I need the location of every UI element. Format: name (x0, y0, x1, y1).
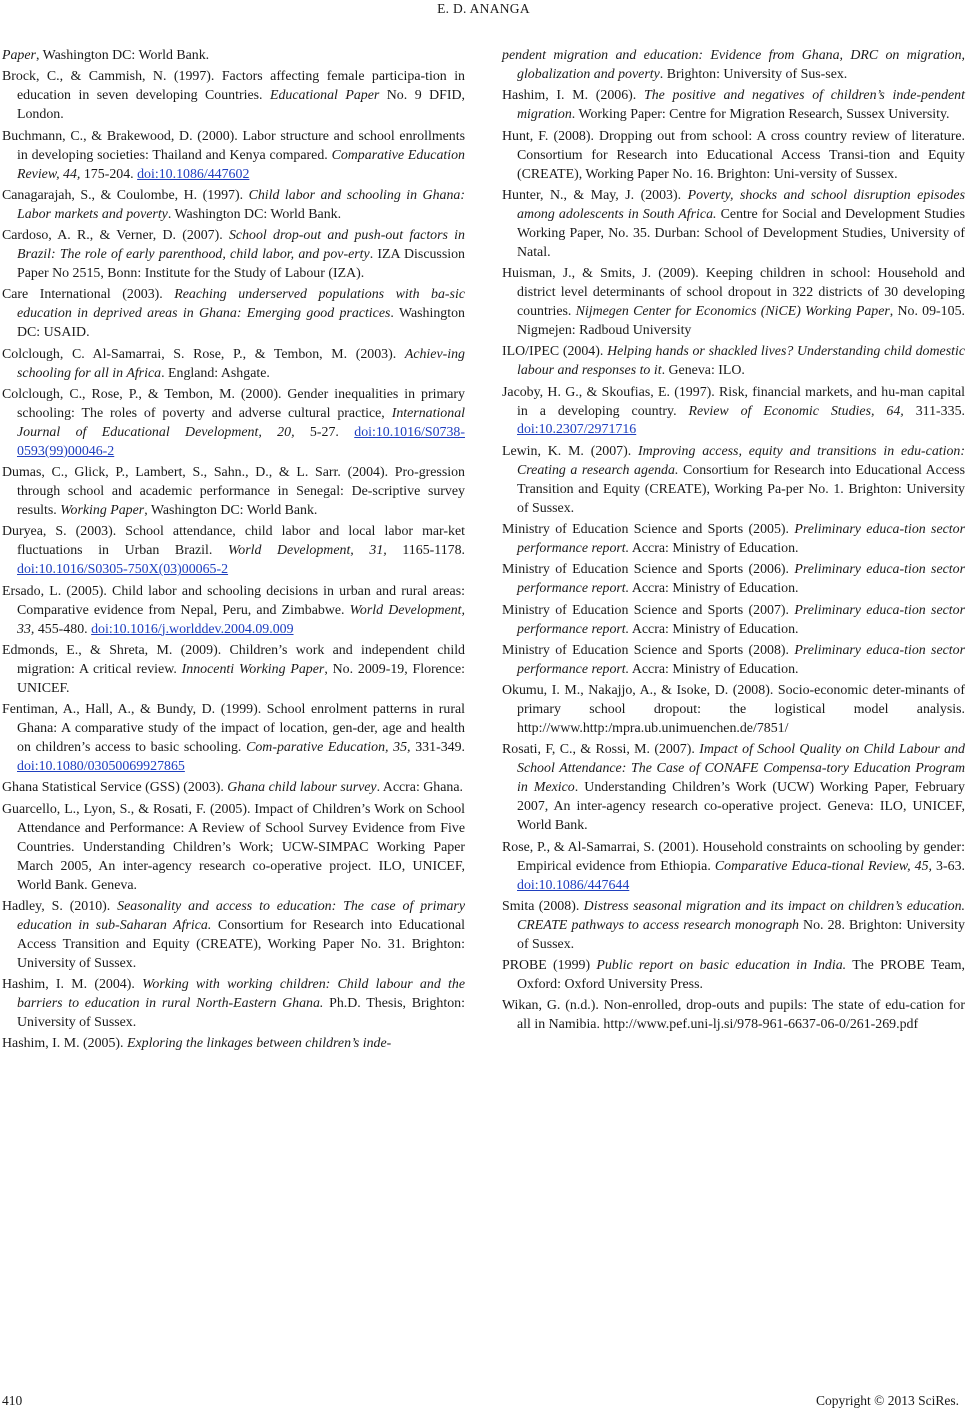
references-left-column (2, 47, 465, 1057)
reference-text: Accra: Ministry of Education. (629, 581, 799, 597)
reference-entry (502, 187, 965, 263)
reference-text: Hunt, F. (2008). Dropping out from school: A cross country review of literature. Consortium for Research into Educational Access Transi-tion and Equity (CREATE), Working Paper No. 16. Brighton: Uni-versity of Sussex. (502, 128, 965, 182)
reference-text: , No. 2009-19, Florence: UNICEF. (17, 661, 465, 696)
reference-text: , Washington DC: World Bank. (144, 503, 318, 519)
reference-title-italic: Child labor and schooling in Ghana: Labor markets and poverty (17, 187, 465, 222)
reference-title-italic: Preliminary educa-tion sector performance report. (517, 562, 965, 597)
reference-entry (2, 801, 465, 896)
reference-text: Guarcello, L., Lyon, S., & Rosati, F. (2005). Impact of Children’s Work on School Attendance and Performance: A Review of School Survey Evidence from Five Countries. Understanding Children’s Work; UCW-SIMPAC Working Paper March 2005, An inter-agency research co-operative project. ILO, UNICEF, World Bank. Geneva. (2, 801, 465, 893)
reference-text: Lewin, K. M. (2007). (502, 443, 639, 459)
reference-text: 5-27. (294, 424, 355, 440)
reference-title-italic: Achiev-ing schooling for all in Africa (17, 346, 465, 381)
reference-text: Accra: Ministry of Education. (629, 661, 799, 677)
reference-text: Brock, C., & Cammish, N. (1997). Factors affecting female participa-tion in education in seven developing Countries. (2, 69, 465, 104)
reference-text: 311-335. (903, 403, 965, 419)
reference-text: Huisman, J., & Smits, J. (2009). Keeping children in school: Household and district level determinants of school dropout in 322 districts of 30 developing countries. (502, 266, 965, 319)
reference-text: 175-204. (80, 166, 138, 182)
reference-title-italic: pendent migration and education: Evidence from Ghana, DRC on migration, globalization and poverty (502, 48, 965, 82)
reference-text: Hunter, N., & May, J. (2003). (502, 187, 688, 203)
reference-entry (2, 779, 465, 798)
reference-title-italic: World Development, 31, (227, 543, 387, 559)
reference-entry (502, 443, 965, 519)
reference-entry (502, 128, 965, 185)
reference-text: Ministry of Education Science and Sports (2007). (502, 602, 795, 618)
reference-title-italic: Preliminary educa-tion sector performance report. (517, 642, 965, 677)
reference-text: Cardoso, A. R., & Verner, D. (2007). (2, 228, 229, 244)
reference-text: . Working Paper: Centre for Migration Research, Sussex University. (571, 107, 950, 123)
reference-entry (2, 642, 465, 699)
reference-text: Accra: Ministry of Education. (629, 540, 799, 556)
reference-text: 455-480. (34, 621, 92, 637)
running-head: E. D. ANANGA (437, 1, 530, 16)
reference-entry (502, 47, 965, 85)
reference-entry (2, 523, 465, 580)
reference-title-italic: Working with working children: Child labour and the barriers to education in rural North-Eastern Ghana. (17, 977, 465, 1011)
doi-link[interactable]: doi:10.1080/03050069927865 (17, 759, 185, 774)
reference-text: Colclough, C., Rose, P., & Tembon, M. (2000). Gender inequalities in primary schooling: The roles of poverty and adverse cultural practice, (2, 386, 465, 421)
reference-title-italic: Innocenti Working Paper (181, 661, 325, 677)
reference-text: Hashim, I. M. (2006). (502, 88, 644, 104)
reference-title-italic: Exploring the linkages between children’s inde- (127, 1036, 392, 1052)
reference-title-italic: Com-parative Education, 35, (246, 740, 411, 756)
reference-text: Rose, P., & Al-Samarrai, S. (2001). Household constraints on schooling by gender: Empirical evidence from Ethiopia. (502, 839, 965, 874)
reference-title-italic: Reaching underserved populations with ba-sic education in deprived areas in Ghana: Emerging good practices (17, 287, 465, 322)
reference-text: Ministry of Education Science and Sports (2005). (502, 522, 795, 537)
reference-text: 331-349. (410, 740, 465, 756)
doi-link[interactable]: doi:10.1086/447602 (137, 166, 250, 182)
reference-url: http://www.pef.uni-lj.si/978-961-6637-06-0/261-269.pdf (603, 1017, 919, 1033)
reference-text: Okumu, I. M., Nakajjo, A., & Isoke, D. (2008). Socio-economic deter-minants of primary school dropout: the logistical model analysis. (502, 683, 965, 718)
reference-text: Hashim, I. M. (2004). (2, 977, 143, 993)
reference-entry (2, 1035, 465, 1054)
reference-entry (2, 68, 465, 125)
reference-entry (502, 521, 965, 559)
reference-text: Jacoby, H. G., & Skoufias, E. (1997). Risk, financial markets, and hu-man capital in a developing country. (502, 384, 965, 419)
reference-text: Dumas, C., Glick, P., Lambert, S., Sahn., D., & L. Sarr. (2004). Pro-gression through school and academic performance in Senegal: De-scriptive survey results. (2, 465, 465, 519)
reference-entry (502, 839, 965, 896)
reference-entry (502, 265, 965, 341)
reference-text: Hashim, I. M. (2005). (2, 1036, 128, 1052)
reference-title-italic: Improving access, equity and transitions in edu-cation: Creating a research agenda. (517, 443, 965, 478)
reference-entry (2, 583, 465, 640)
reference-title-italic: Seasonality and access to education: The case of primary education in sub-Saharan Africa. (17, 898, 465, 933)
reference-text: Smita (2008). (502, 898, 584, 914)
doi-link[interactable]: doi:10.2307/2971716 (517, 422, 637, 438)
reference-text: Rosati, F, C., & Rossi, M. (2007). (502, 742, 700, 758)
reference-text: Colclough, C. Al-Samarrai, S. Rose, P., & Tembon, M. (2003). (2, 346, 405, 362)
doi-link[interactable]: doi:10.1086/447644 (517, 877, 630, 893)
reference-entry (2, 128, 465, 185)
reference-entry (2, 386, 465, 462)
reference-text: Care International (2003). (2, 287, 175, 303)
reference-text: Ghana Statistical Service (GSS) (2003). (2, 780, 228, 796)
reference-text: Centre for Social and Development Studies Working Paper, No. 35. Durban: School of Development Studies, University of Natal. (517, 206, 965, 260)
references-right-column (502, 47, 965, 1038)
reference-entry (502, 682, 965, 739)
reference-title-italic: Preliminary educa-tion sector performance report. (517, 522, 965, 556)
reference-entry (2, 701, 465, 777)
reference-text: PROBE (1999) (502, 958, 597, 974)
reference-text: Edmonds, E., & Shreta, M. (2009). Children’s work and independent child migration: A critical review. (2, 642, 465, 677)
reference-entry (2, 187, 465, 225)
reference-entry (502, 87, 965, 125)
reference-entry (502, 997, 965, 1035)
reference-text: . Washington DC: World Bank. (167, 206, 342, 222)
reference-title-italic: The positive and negatives of children’s inde-pendent migration (517, 88, 965, 123)
reference-entry (2, 898, 465, 974)
doi-link[interactable]: doi:10.1016/j.worlddev.2004.09.009 (91, 621, 294, 637)
reference-title-italic: Comparative Education Review, 44, (17, 147, 466, 182)
reference-text: 3-63. (932, 858, 965, 874)
copyright-notice: Copyright © 2013 SciRes. (815, 1393, 959, 1408)
reference-entry (2, 464, 465, 521)
reference-text: Ersado, L. (2005). Child labor and schooling decisions in urban and rural areas: Comparative evidence from Nepal, Peru, and Zimbabwe. (2, 583, 465, 618)
reference-entry (502, 561, 965, 599)
reference-text: Duryea, S. (2003). School attendance, child labor and local labor mar-ket fluctuations in Urban Brazil. (2, 524, 465, 559)
reference-title-italic: Helping hands or shackled lives? Understanding child domestic labour and responses to it (517, 344, 965, 379)
reference-entry (2, 227, 465, 284)
reference-text: Hadley, S. (2010). (2, 898, 118, 914)
reference-text: ILO/IPEC (2004). (502, 344, 608, 360)
reference-entry (502, 957, 965, 995)
reference-text: No. 9 DFID, London. (17, 88, 465, 123)
reference-text: 1165-1178. (386, 543, 466, 559)
reference-title-italic: Public report on basic education in India. (596, 958, 847, 974)
reference-url: http://www.http:/mpra.ub.unimuenchen.de/7851/ (517, 721, 789, 737)
reference-text: No. 28. Brighton: University of Sussex. (517, 917, 965, 952)
reference-entry (2, 346, 465, 384)
doi-link[interactable]: doi:10.1016/S0305-750X(03)00065-2 (17, 562, 229, 578)
reference-title-italic: Nijmegen Center for Economics (NiCE) Working Paper (575, 303, 890, 319)
reference-text: . Accra: Ghana. (376, 780, 463, 796)
reference-text: . Geneva: ILO. (661, 363, 745, 379)
reference-title-italic: Educational Paper (269, 88, 380, 104)
reference-title-italic: Poverty, shocks and school disruption episodes among adolescents in South Africa. (517, 187, 965, 222)
reference-title-italic: School drop-out and push-out factors in Brazil: The role of early parenthood, child labor, and pov-erty (17, 228, 465, 263)
reference-text: Consortium for Research into Educational Access Transition and Equity (CREATE), Working Paper No. 31. Brighton: University of Sussex. (17, 917, 465, 971)
reference-entry (502, 602, 965, 640)
reference-text: . Understanding Children’s Work (UCW) Working Paper, February 2007, An inter-agency research co-operative project. Geneva: ILO, UNICEF, World Bank. (517, 780, 965, 834)
reference-title-italic: Preliminary educa-tion sector performance report. (517, 602, 965, 637)
reference-text: Buchmann, C., & Brakewood, D. (2000). Labor structure and school enrollments in developing societies: Thailand and Kenya compared. (2, 128, 465, 163)
reference-text: . IZA Discussion Paper No 2515, Bonn: Institute for the Study of Labour (IZA). (17, 247, 465, 282)
reference-title-italic: Working Paper (60, 503, 145, 519)
reference-entry (502, 642, 965, 680)
reference-text: Accra: Ministry of Education. (629, 621, 799, 637)
reference-entry (502, 898, 965, 955)
reference-title-italic: Review of Economic Studies, 64, (688, 403, 904, 419)
reference-text: , No. 09-105. Nigmejen: Radboud University (517, 303, 965, 338)
reference-title-italic: International Journal of Educational Development, 20, (17, 405, 465, 440)
reference-text: Wikan, G. (n.d.). Non-enrolled, drop-outs and pupils: The state of edu-cation for all in Namibia. (502, 998, 965, 1033)
reference-entry (502, 741, 965, 836)
reference-entry (502, 384, 965, 441)
reference-title-italic: Distress seasonal migration and its impact on children’s education. CREATE pathways to access research monograph (517, 898, 965, 933)
reference-text: . Washington DC: USAID. (17, 306, 465, 341)
reference-text: Ministry of Education Science and Sports (2008). (502, 642, 795, 658)
reference-text: The PROBE Team, Oxford: Oxford University Press. (517, 958, 965, 993)
reference-title-italic: Comparative Educa-tional Review, 45, (714, 858, 932, 874)
doi-link[interactable]: doi:10.1016/S0738-0593(99)00046-2 (17, 424, 465, 459)
reference-text: Canagarajah, S., & Coulombe, H. (1997). (2, 187, 249, 203)
reference-entry (2, 47, 465, 66)
reference-text: Fentiman, A., Hall, A., & Bundy, D. (1999). School enrolment patterns in rural Ghana: A comparative study of the impact of location, gen-der, age and health on children’s access to basic schooling. (2, 702, 465, 756)
reference-title-italic: Impact of School Quality on Child Labour and School Attendance: The Case of CONAFE Compensa-tory Education Program in Mexico (517, 742, 965, 796)
reference-title-italic: Paper (2, 48, 36, 63)
reference-text: , Washington DC: World Bank. (35, 48, 210, 63)
reference-text: . Brighton: University of Sus-sex. (659, 66, 848, 82)
reference-title-italic: Ghana child labour survey (227, 780, 377, 796)
page-number: 410 (2, 1393, 23, 1408)
reference-title-italic: World Development, 33, (17, 602, 465, 637)
reference-text: Ministry of Education Science and Sports (2006). (502, 562, 795, 578)
reference-entry (2, 286, 465, 343)
reference-entry (502, 343, 965, 381)
reference-text: . England: Ashgate. (161, 365, 270, 381)
reference-text: Ph.D. Thesis, Brighton: University of Sussex. (17, 996, 465, 1030)
reference-text: Consortium for Research into Educational Access Transition and Equity (CREATE), Working Pa-per No. 1. Brighton: University of Sussex. (517, 462, 965, 516)
reference-entry (2, 976, 465, 1033)
